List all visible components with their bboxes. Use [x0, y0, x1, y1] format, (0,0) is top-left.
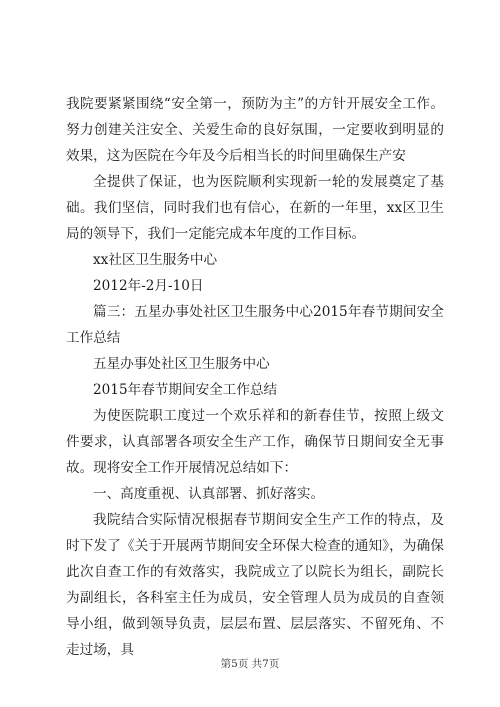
paragraph: 我院结合实际情况根据春节期间安全生产工作的特点，及时下发了《关于开展两节期间安全环保大检查的通知》，为确保此次自查工作的有效落实，我院成立了以院长为组长，副院长为副组长，各科室主任为成员，安全管理人员为成员的自查领导小组，做到领导负责，层层布置、层层落实、不留死角、不走过场，具 — [66, 512, 444, 658]
section-heading: 篇三：五星办事处社区卫生服务中心2015年春节期间安全工作总结 — [66, 304, 444, 346]
paragraph: 全提供了保证，也为医院顺利实现新一轮的发展奠定了基础。我们坚信，同时我们也有信心，在新的一年里，xx区卫生局的领导下，我们一定能完成本年度的工作目标。 — [66, 174, 444, 242]
signature-date: 2012年-2月-10日 — [93, 278, 204, 294]
page-number: 第5页 共7页 — [220, 658, 280, 670]
organization-name: 五星办事处社区卫生服务中心 — [93, 356, 270, 372]
signature-organization: xx社区卫生服务中心 — [93, 252, 218, 268]
subheading: 一、高度重视、认真部署、抓好落实。 — [93, 486, 325, 502]
document-body — [66, 91, 444, 663]
document-title: 2015年春节期间安全工作总结 — [93, 382, 278, 398]
paragraph: 为使医院职工度过一个欢乐祥和的新春佳节，按照上级文件要求，认真部署各项安全生产工作，确保节日期间安全无事故。现将安全工作开展情况总结如下： — [66, 408, 444, 476]
paragraph: 我院要紧紧围绕“安全第一，预防为主”的方针开展安全工作。努力创建关注安全、关爱生命的良好氛围，一定要收到明显的效果，这为医院在今年及今后相当长的时间里确保生产安 — [66, 96, 444, 164]
